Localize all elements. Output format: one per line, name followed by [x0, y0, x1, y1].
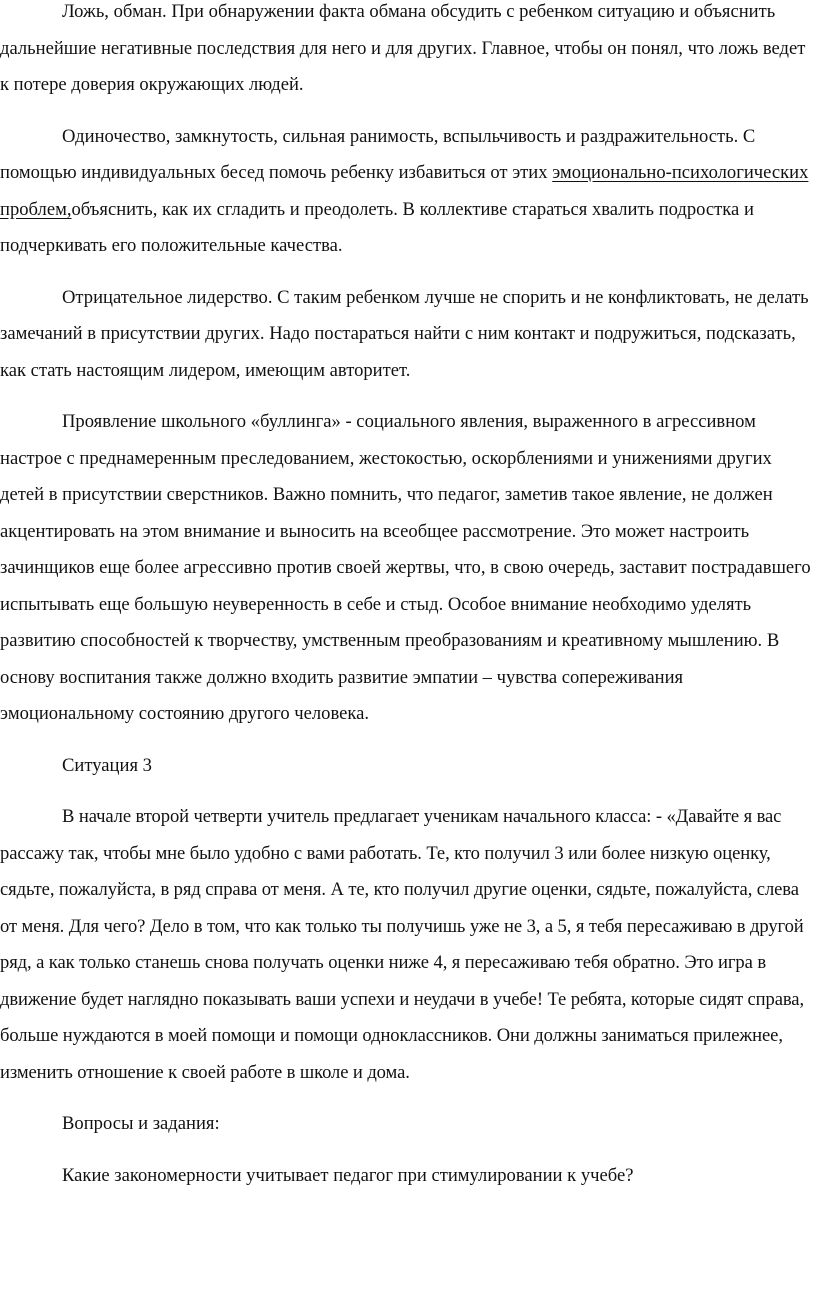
heading-situation-3: Ситуация 3: [62, 754, 152, 776]
paragraph-negative-leadership: Отрицательное лидерство. С таким ребенком лучше не спорить и не конфликтовать, не делать замечаний в присутствии других. Надо постараться найти с ним контакт и подружиться, подсказать, как стать настоящим лидером, имеющим авторитет.: [0, 286, 809, 381]
heading-questions-tasks: Вопросы и задания:: [62, 1113, 220, 1134]
paragraph-bullying: Проявление школьного «буллинга» - социального явления, выраженного в агрессивном настрое с преднамеренным преследованием, жестокостью, оскорблениями и унижениями других детей в присутствии сверстников. Важно помнить, что педагог, заметив такое явление, не должен акцентировать на этом внимание и выносить на всеобщее рассмотрение. Это может настроить зачинщиков еще более агрессивно против своей жертвы, что, в свою очередь, заставит пострадавшего испытывать еще большую неуверенность в себе и стыд. Особое внимание необходимо уделять развитию способностей к творчеству, умственным преобразованиям и креативному мышлению. В основу воспитания также должно входить развитие эмпатии – чувства сопереживания эмоциональному состоянию другого человека.: [0, 411, 811, 724]
paragraph-loneliness: [0, 119, 816, 265]
link-emotional-psychological-problems[interactable]: эмоционально-психологических проблем,: [0, 162, 809, 220]
paragraph-lie-deception: Ложь, обман. При обнаружении факта обмана обсудить с ребенком ситуацию и объяснить дальнейшие негативные последствия для него и для других. Главное, чтобы он понял, что ложь ведет к потере доверия окружающих людей.: [0, 1, 806, 95]
paragraph-loneliness-text-start: Одиночество, замкнутость, сильная ранимость, вспыльчивость и раздражительность. С помощью индивидуальных бесед помочь ребенку избавиться от этих: [0, 125, 756, 183]
question-1: Какие закономерности учитывает педагог при стимулировании к учебе?: [62, 1164, 634, 1186]
paragraph-situation-description: В начале второй четверти учитель предлагает ученикам начального класса: - «Давайте я вас рассажу так, чтобы мне было удобно с вами работать. Те, кто получил 3 или более низкую оценку, сядьте, пожалуйста, в ряд справа от меня. А те, кто получил другие оценки, сядьте, пожалуйста, слева от меня. Для чего? Дело в том, что как только ты получишь уже не 3, а 5, я тебя пересаживаю в другой ряд, а как только станешь снова получать оценки ниже 4, я пересаживаю тебя обратно. Это игра в движение будет наглядно показывать ваши успехи и неудачи в учебе! Те ребята, которые сидят справа, больше нуждаются в моей помощи и помощи одноклассников. Они должны заниматься прилежнее, изменить отношение к своей работе в школе и дома.: [0, 806, 805, 1083]
paragraph-loneliness-text-end: объяснить, как их сгладить и преодолеть. В коллективе стараться хвалить подростка и подчеркивать его положительные качества.: [0, 198, 754, 256]
